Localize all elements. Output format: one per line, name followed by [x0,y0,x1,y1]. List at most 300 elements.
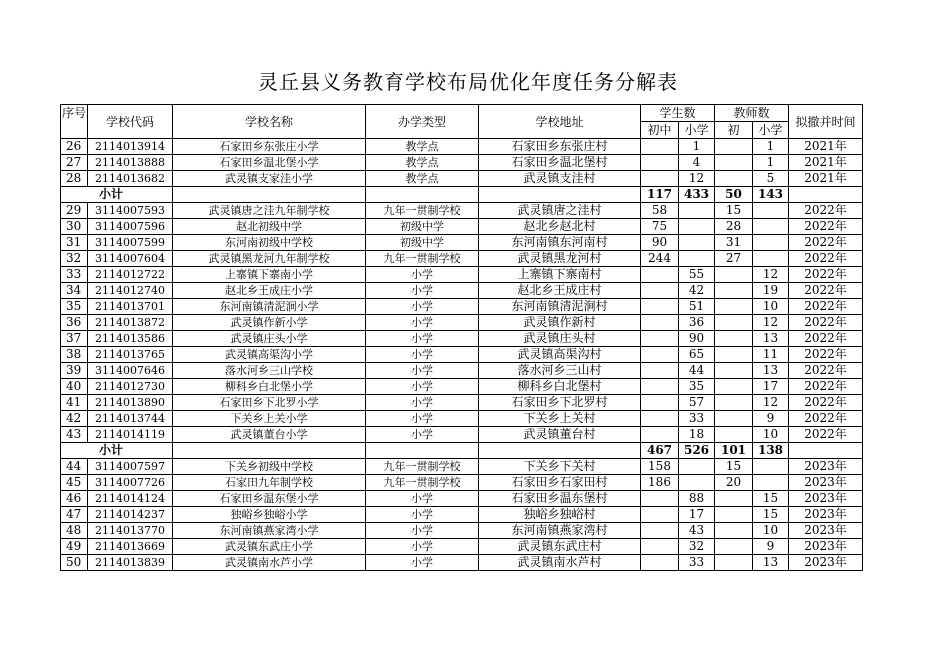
cell-code: 2114013682 [88,171,173,187]
table-row [61,379,863,395]
cell-type: 初级中学 [366,219,479,235]
table-row [61,331,863,347]
cell-teachers-primary: 15 [753,507,789,523]
cell-students-middle [641,139,679,155]
cell-seq: 45 [61,475,88,491]
cell-students-primary: 35 [679,379,715,395]
cell-type: 小学 [366,315,479,331]
header-students-primary: 小学 [679,122,715,139]
cell-teachers-middle [715,539,753,555]
cell-type: 小学 [366,267,479,283]
cell-year: 2022年 [789,235,863,251]
cell-name: 东河南初级中学校 [173,235,366,251]
cell-address: 武灵镇庄头村 [479,331,641,347]
cell-students-middle [641,155,679,171]
cell-teachers-middle: 15 [715,203,753,219]
cell-seq: 41 [61,395,88,411]
cell-code: 2114013872 [88,315,173,331]
cell-seq: 27 [61,155,88,171]
cell-students-primary: 90 [679,331,715,347]
cell-teachers-primary: 11 [753,347,789,363]
cell-name: 石家田九年制学校 [173,475,366,491]
subtotal-type-cell [366,443,479,459]
cell-name: 石家田乡温东堡小学 [173,491,366,507]
cell-students-middle [641,363,679,379]
cell-students-primary: 33 [679,555,715,571]
cell-name: 石家田乡温北堡小学 [173,155,366,171]
cell-students-middle: 244 [641,251,679,267]
cell-code: 2114014237 [88,507,173,523]
header-students-middle: 初中 [641,122,679,139]
cell-type: 九年一贯制学校 [366,475,479,491]
cell-name: 武灵镇黑龙河九年制学校 [173,251,366,267]
subtotal-address-cell [479,187,641,203]
cell-seq: 47 [61,507,88,523]
cell-students-primary: 88 [679,491,715,507]
subtotal-students-primary: 433 [679,187,715,203]
cell-year: 2022年 [789,251,863,267]
cell-name: 下关乡上关小学 [173,411,366,427]
cell-code: 3114007596 [88,219,173,235]
cell-students-middle [641,347,679,363]
cell-address: 石家田乡东张庄村 [479,139,641,155]
cell-seq: 46 [61,491,88,507]
cell-teachers-primary: 13 [753,363,789,379]
cell-year: 2022年 [789,283,863,299]
cell-teachers-middle [715,155,753,171]
cell-students-middle [641,283,679,299]
cell-year: 2022年 [789,347,863,363]
cell-teachers-primary: 12 [753,267,789,283]
cell-type: 小学 [366,523,479,539]
cell-students-middle [641,539,679,555]
cell-teachers-primary: 9 [753,411,789,427]
cell-seq: 30 [61,219,88,235]
cell-name: 武灵镇南水芦小学 [173,555,366,571]
cell-teachers-middle [715,331,753,347]
subtotal-teachers-middle: 101 [715,443,753,459]
cell-address: 石家田乡石家田村 [479,475,641,491]
cell-students-primary [679,219,715,235]
cell-address: 柳科乡白北堡村 [479,379,641,395]
cell-name: 赵北乡王成庄小学 [173,283,366,299]
cell-code: 2114013669 [88,539,173,555]
table-row [61,251,863,267]
cell-teachers-middle [715,139,753,155]
header-teachers-middle: 初 [715,122,753,139]
cell-teachers-primary [753,235,789,251]
cell-code: 3114007597 [88,459,173,475]
cell-year: 2023年 [789,491,863,507]
cell-teachers-middle [715,379,753,395]
cell-year: 2022年 [789,363,863,379]
subtotal-label: 小计 [61,187,173,203]
cell-teachers-primary: 19 [753,283,789,299]
cell-name: 独峪乡独峪小学 [173,507,366,523]
cell-name: 石家田乡下北罗小学 [173,395,366,411]
cell-type: 九年一贯制学校 [366,203,479,219]
cell-code: 3114007599 [88,235,173,251]
cell-students-middle [641,171,679,187]
cell-name: 东河南镇燕家湾小学 [173,523,366,539]
subtotal-name-cell [173,187,366,203]
table-row [61,139,863,155]
cell-teachers-primary: 17 [753,379,789,395]
cell-seq: 40 [61,379,88,395]
cell-year: 2023年 [789,523,863,539]
table-row [61,347,863,363]
cell-type: 小学 [366,555,479,571]
table-row [61,507,863,523]
cell-address: 上寨镇下寨南村 [479,267,641,283]
cell-teachers-primary: 5 [753,171,789,187]
subtotal-row [61,187,863,203]
cell-seq: 37 [61,331,88,347]
cell-address: 石家田乡温东堡村 [479,491,641,507]
subtotal-teachers-primary: 138 [753,443,789,459]
cell-teachers-middle: 28 [715,219,753,235]
cell-type: 教学点 [366,139,479,155]
cell-teachers-primary: 1 [753,139,789,155]
cell-students-middle [641,507,679,523]
cell-teachers-primary: 13 [753,331,789,347]
cell-year: 2022年 [789,411,863,427]
cell-seq: 26 [61,139,88,155]
cell-teachers-primary: 10 [753,523,789,539]
cell-name: 武灵镇作新小学 [173,315,366,331]
cell-name: 赵北初级中学 [173,219,366,235]
cell-address: 石家田乡下北罗村 [479,395,641,411]
cell-code: 2114013914 [88,139,173,155]
table-row [61,523,863,539]
cell-code: 2114012722 [88,267,173,283]
subtotal-label: 小计 [61,443,173,459]
cell-type: 小学 [366,299,479,315]
cell-teachers-primary [753,459,789,475]
cell-teachers-middle [715,395,753,411]
cell-teachers-middle [715,283,753,299]
cell-students-primary [679,475,715,491]
cell-type: 小学 [366,363,479,379]
cell-code: 3114007726 [88,475,173,491]
cell-teachers-middle: 31 [715,235,753,251]
cell-students-middle: 90 [641,235,679,251]
cell-students-primary: 17 [679,507,715,523]
header-teachers: 教师数 [715,105,789,122]
cell-seq: 36 [61,315,88,331]
cell-students-middle [641,331,679,347]
cell-students-primary: 12 [679,171,715,187]
cell-seq: 49 [61,539,88,555]
cell-name: 武灵镇东武庄小学 [173,539,366,555]
table-row [61,427,863,443]
cell-students-primary [679,203,715,219]
cell-students-primary: 42 [679,283,715,299]
header-seq: 序号 [61,105,88,139]
cell-address: 落水河乡三山村 [479,363,641,379]
cell-teachers-middle [715,171,753,187]
cell-address: 武灵镇东武庄村 [479,539,641,555]
cell-teachers-primary: 15 [753,491,789,507]
table-row [61,235,863,251]
cell-address: 武灵镇唐之洼村 [479,203,641,219]
cell-seq: 31 [61,235,88,251]
cell-students-middle: 58 [641,203,679,219]
subtotal-teachers-primary: 143 [753,187,789,203]
cell-seq: 32 [61,251,88,267]
cell-year: 2022年 [789,315,863,331]
cell-teachers-primary: 9 [753,539,789,555]
cell-teachers-middle [715,427,753,443]
cell-address: 东河南镇东河南村 [479,235,641,251]
table-row [61,539,863,555]
table-row [61,491,863,507]
header-address: 学校地址 [479,105,641,139]
cell-students-primary: 32 [679,539,715,555]
subtotal-teachers-middle: 50 [715,187,753,203]
header-year: 拟撤并时间 [789,105,863,139]
cell-code: 3114007646 [88,363,173,379]
cell-students-primary: 44 [679,363,715,379]
header-teachers-primary: 小学 [753,122,789,139]
cell-address: 武灵镇董台村 [479,427,641,443]
cell-teachers-middle: 15 [715,459,753,475]
cell-students-primary [679,459,715,475]
subtotal-students-middle: 117 [641,187,679,203]
cell-students-primary [679,251,715,267]
cell-code: 2114013701 [88,299,173,315]
cell-seq: 38 [61,347,88,363]
cell-name: 东河南镇清泥涧小学 [173,299,366,315]
cell-students-middle [641,427,679,443]
cell-name: 落水河乡三山学校 [173,363,366,379]
cell-name: 武灵镇高渠沟小学 [173,347,366,363]
cell-year: 2023年 [789,475,863,491]
cell-year: 2021年 [789,155,863,171]
cell-students-middle [641,411,679,427]
cell-name: 武灵镇董台小学 [173,427,366,443]
cell-seq: 43 [61,427,88,443]
cell-year: 2022年 [789,331,863,347]
cell-students-middle [641,267,679,283]
cell-seq: 42 [61,411,88,427]
cell-code: 2114013770 [88,523,173,539]
cell-address: 赵北乡赵北村 [479,219,641,235]
cell-address: 武灵镇作新村 [479,315,641,331]
subtotal-row [61,443,863,459]
subtotal-students-primary: 526 [679,443,715,459]
cell-address: 武灵镇支洼村 [479,171,641,187]
cell-code: 2114013890 [88,395,173,411]
cell-seq: 48 [61,523,88,539]
table-row [61,219,863,235]
cell-year: 2023年 [789,459,863,475]
cell-students-middle [641,299,679,315]
cell-students-middle [641,315,679,331]
header-students: 学生数 [641,105,715,122]
table-row [61,283,863,299]
cell-address: 石家田乡温北堡村 [479,155,641,171]
cell-type: 小学 [366,491,479,507]
cell-seq: 50 [61,555,88,571]
cell-code: 2114013586 [88,331,173,347]
cell-teachers-primary [753,251,789,267]
cell-address: 下关乡上关村 [479,411,641,427]
cell-type: 小学 [366,331,479,347]
cell-teachers-middle [715,315,753,331]
cell-seq: 28 [61,171,88,187]
header-row-1 [61,105,863,122]
table-row [61,315,863,331]
cell-name: 武灵镇支家洼小学 [173,171,366,187]
cell-teachers-middle [715,363,753,379]
cell-teachers-primary: 13 [753,555,789,571]
page-title: 灵丘县义务教育学校布局优化年度任务分解表 [258,70,678,94]
cell-name: 武灵镇唐之洼九年制学校 [173,203,366,219]
cell-students-primary: 51 [679,299,715,315]
cell-year: 2022年 [789,203,863,219]
cell-seq: 29 [61,203,88,219]
table-row [61,171,863,187]
cell-year: 2022年 [789,267,863,283]
header-code: 学校代码 [88,105,173,139]
subtotal-year-cell [789,443,863,459]
cell-address: 东河南镇燕家湾村 [479,523,641,539]
cell-teachers-primary: 1 [753,155,789,171]
cell-students-middle [641,379,679,395]
cell-type: 教学点 [366,171,479,187]
cell-type: 小学 [366,379,479,395]
cell-type: 小学 [366,347,479,363]
cell-teachers-middle [715,555,753,571]
cell-address: 武灵镇南水芦村 [479,555,641,571]
cell-seq: 39 [61,363,88,379]
cell-code: 3114007593 [88,203,173,219]
cell-type: 初级中学 [366,235,479,251]
subtotal-type-cell [366,187,479,203]
task-table [60,104,863,571]
cell-students-middle [641,555,679,571]
cell-teachers-primary: 10 [753,299,789,315]
cell-address: 东河南镇清泥涧村 [479,299,641,315]
table-row [61,203,863,219]
cell-students-middle [641,491,679,507]
cell-type: 小学 [366,395,479,411]
cell-code: 2114014119 [88,427,173,443]
cell-type: 小学 [366,427,479,443]
header-type: 办学类型 [366,105,479,139]
cell-year: 2021年 [789,171,863,187]
cell-type: 小学 [366,539,479,555]
cell-type: 教学点 [366,155,479,171]
cell-year: 2022年 [789,219,863,235]
table-row [61,267,863,283]
cell-code: 2114013839 [88,555,173,571]
subtotal-name-cell [173,443,366,459]
cell-type: 小学 [366,507,479,523]
cell-year: 2022年 [789,379,863,395]
cell-teachers-middle [715,299,753,315]
cell-teachers-middle [715,507,753,523]
cell-name: 石家田乡东张庄小学 [173,139,366,155]
cell-code: 2114012740 [88,283,173,299]
cell-type: 小学 [366,283,479,299]
cell-seq: 44 [61,459,88,475]
cell-students-primary: 18 [679,427,715,443]
cell-code: 2114012730 [88,379,173,395]
cell-teachers-middle [715,347,753,363]
cell-address: 独峪乡独峪村 [479,507,641,523]
header-name: 学校名称 [173,105,366,139]
cell-teachers-primary: 12 [753,395,789,411]
cell-students-middle [641,395,679,411]
cell-teachers-middle [715,267,753,283]
cell-year: 2023年 [789,555,863,571]
cell-year: 2022年 [789,427,863,443]
cell-code: 2114013744 [88,411,173,427]
table-row [61,459,863,475]
cell-year: 2023年 [789,507,863,523]
cell-type: 九年一贯制学校 [366,459,479,475]
cell-year: 2023年 [789,539,863,555]
cell-teachers-primary: 10 [753,427,789,443]
cell-teachers-primary [753,203,789,219]
cell-code: 2114013888 [88,155,173,171]
table-row [61,395,863,411]
cell-students-primary: 36 [679,315,715,331]
cell-address: 武灵镇黑龙河村 [479,251,641,267]
table-row [61,155,863,171]
cell-students-primary: 43 [679,523,715,539]
table-row [61,555,863,571]
cell-teachers-middle [715,411,753,427]
table-row [61,475,863,491]
cell-students-primary [679,235,715,251]
cell-students-middle: 158 [641,459,679,475]
cell-code: 3114007604 [88,251,173,267]
cell-year: 2021年 [789,139,863,155]
cell-students-primary: 65 [679,347,715,363]
cell-address: 赵北乡王成庄村 [479,283,641,299]
cell-type: 小学 [366,411,479,427]
subtotal-address-cell [479,443,641,459]
cell-seq: 35 [61,299,88,315]
cell-code: 2114014124 [88,491,173,507]
cell-students-middle [641,523,679,539]
cell-teachers-middle: 20 [715,475,753,491]
cell-name: 武灵镇庄头小学 [173,331,366,347]
cell-teachers-middle: 27 [715,251,753,267]
cell-students-primary: 4 [679,155,715,171]
cell-students-primary: 1 [679,139,715,155]
cell-address: 武灵镇高渠沟村 [479,347,641,363]
cell-type: 九年一贯制学校 [366,251,479,267]
subtotal-students-middle: 467 [641,443,679,459]
cell-teachers-middle [715,523,753,539]
cell-students-primary: 57 [679,395,715,411]
cell-seq: 34 [61,283,88,299]
cell-code: 2114013765 [88,347,173,363]
cell-address: 下关乡下关村 [479,459,641,475]
cell-name: 下关乡初级中学校 [173,459,366,475]
cell-students-middle: 75 [641,219,679,235]
cell-year: 2022年 [789,395,863,411]
subtotal-year-cell [789,187,863,203]
table-row [61,411,863,427]
table-row [61,299,863,315]
cell-name: 上寨镇下寨南小学 [173,267,366,283]
cell-teachers-middle [715,491,753,507]
